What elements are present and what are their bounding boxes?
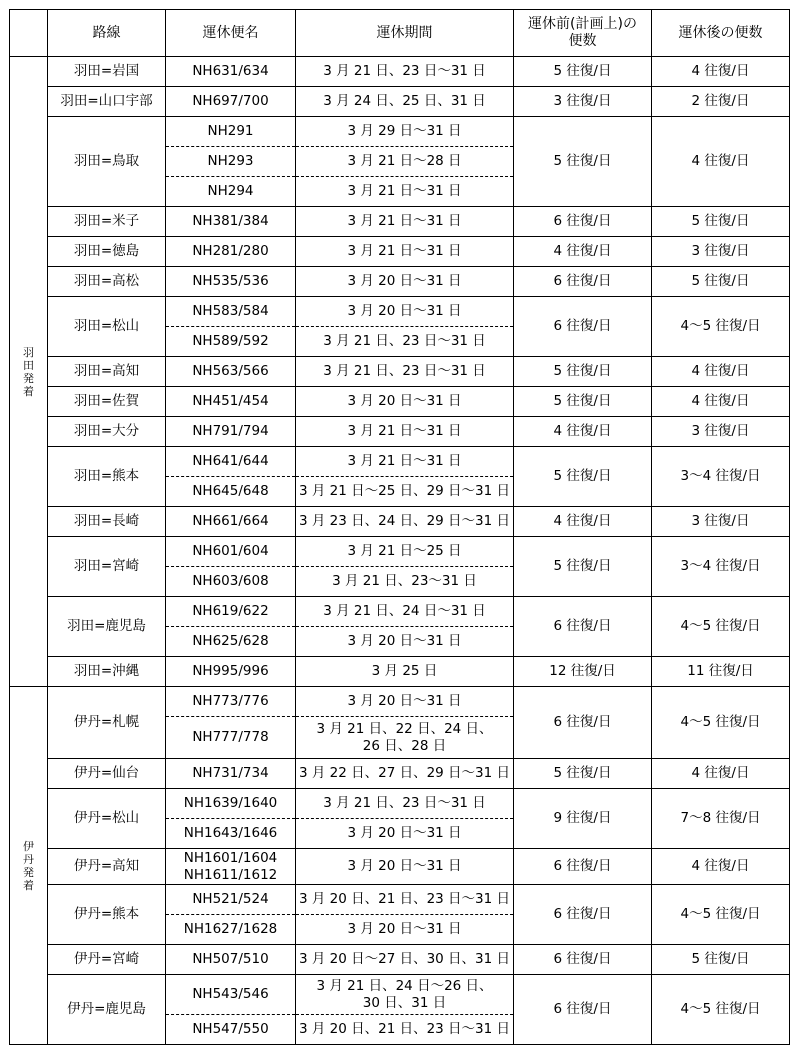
route-cell: 伊丹=鹿児島 [48, 975, 166, 1045]
table-row [10, 849, 790, 885]
period-cell: 3 月 20 日、21 日、23 日〜31 日 [296, 1015, 514, 1045]
after-count-cell: 3 往復/日 [652, 507, 790, 537]
period-cell: 3 月 21 日、23〜31 日 [296, 567, 514, 597]
before-count-cell: 3 往復/日 [514, 87, 652, 117]
period-cell: 3 月 20 日〜31 日 [296, 627, 514, 657]
after-count-cell: 3 往復/日 [652, 417, 790, 447]
route-cell: 伊丹=松山 [48, 789, 166, 849]
route-cell: 羽田=米子 [48, 207, 166, 237]
flight-name-cell: NH521/524 [166, 885, 296, 915]
period-cell: 3 月 20 日〜31 日 [296, 819, 514, 849]
flight-name-cell: NH1627/1628 [166, 915, 296, 945]
table-row [10, 117, 790, 147]
table-row [10, 945, 790, 975]
before-count-cell: 9 往復/日 [514, 789, 652, 849]
after-count-cell: 3〜4 往復/日 [652, 447, 790, 507]
period-cell: 3 月 24 日、25 日、31 日 [296, 87, 514, 117]
suspension-table-container [9, 9, 790, 1045]
before-count-cell: 6 往復/日 [514, 975, 652, 1045]
flight-name-cell: NH563/566 [166, 357, 296, 387]
route-cell: 羽田=佐賀 [48, 387, 166, 417]
flight-name-cell: NH791/794 [166, 417, 296, 447]
flight-name-cell: NH583/584 [166, 297, 296, 327]
period-cell: 3 月 20 日〜31 日 [296, 267, 514, 297]
table-row [10, 447, 790, 477]
table-row [10, 387, 790, 417]
header-group [10, 10, 48, 57]
before-count-cell: 6 往復/日 [514, 849, 652, 885]
header-row [10, 10, 790, 57]
flight-name-cell: NH697/700 [166, 87, 296, 117]
after-count-cell: 11 往復/日 [652, 657, 790, 687]
route-cell: 伊丹=札幌 [48, 687, 166, 759]
group-label-text: 羽田発着 [23, 345, 34, 398]
before-count-cell: 4 往復/日 [514, 507, 652, 537]
flight-name-cell: NH535/536 [166, 267, 296, 297]
before-count-cell: 5 往復/日 [514, 357, 652, 387]
flight-name-cell: NH661/664 [166, 507, 296, 537]
flight-name-cell: NH601/604 [166, 537, 296, 567]
period-cell: 3 月 21 日、23 日〜31 日 [296, 57, 514, 87]
after-count-cell: 4 往復/日 [652, 759, 790, 789]
table-row [10, 687, 790, 717]
header-period: 運休期間 [296, 10, 514, 57]
table-row [10, 57, 790, 87]
period-cell: 3 月 23 日、24 日、29 日〜31 日 [296, 507, 514, 537]
before-count-cell: 6 往復/日 [514, 885, 652, 945]
before-count-cell: 6 往復/日 [514, 945, 652, 975]
route-cell: 伊丹=熊本 [48, 885, 166, 945]
table-row [10, 789, 790, 819]
period-cell: 3 月 20 日、21 日、23 日〜31 日 [296, 885, 514, 915]
period-cell: 3 月 21 日、22 日、24 日、 26 日、28 日 [296, 717, 514, 759]
table-row [10, 87, 790, 117]
flight-name-cell: NH1601/1604 NH1611/1612 [166, 849, 296, 885]
period-cell: 3 月 21 日、24 日〜31 日 [296, 597, 514, 627]
after-count-cell: 5 往復/日 [652, 207, 790, 237]
flight-name-cell: NH619/622 [166, 597, 296, 627]
route-cell: 羽田=鳥取 [48, 117, 166, 207]
before-count-cell: 4 往復/日 [514, 237, 652, 267]
header-flight-name: 運休便名 [166, 10, 296, 57]
flight-suspension-table [9, 9, 790, 1045]
after-count-cell: 5 往復/日 [652, 945, 790, 975]
table-row [10, 759, 790, 789]
after-count-cell: 4〜5 往復/日 [652, 885, 790, 945]
after-count-cell: 7〜8 往復/日 [652, 789, 790, 849]
before-count-cell: 12 往復/日 [514, 657, 652, 687]
route-cell: 羽田=熊本 [48, 447, 166, 507]
before-count-cell: 6 往復/日 [514, 597, 652, 657]
route-cell: 羽田=高松 [48, 267, 166, 297]
after-count-cell: 4 往復/日 [652, 57, 790, 87]
table-row [10, 357, 790, 387]
period-cell: 3 月 22 日、27 日、29 日〜31 日 [296, 759, 514, 789]
after-count-cell: 4〜5 往復/日 [652, 297, 790, 357]
route-cell: 伊丹=高知 [48, 849, 166, 885]
flight-name-cell: NH294 [166, 177, 296, 207]
period-cell: 3 月 21 日〜25 日 [296, 537, 514, 567]
flight-name-cell: NH281/280 [166, 237, 296, 267]
period-cell: 3 月 20 日〜31 日 [296, 687, 514, 717]
period-cell: 3 月 20 日〜31 日 [296, 387, 514, 417]
flight-name-cell: NH451/454 [166, 387, 296, 417]
group-label [10, 687, 48, 1045]
route-cell: 羽田=大分 [48, 417, 166, 447]
after-count-cell: 4 往復/日 [652, 387, 790, 417]
before-count-cell: 6 往復/日 [514, 207, 652, 237]
table-row [10, 267, 790, 297]
after-count-cell: 4 往復/日 [652, 357, 790, 387]
before-count-cell: 5 往復/日 [514, 57, 652, 87]
flight-name-cell: NH631/634 [166, 57, 296, 87]
period-cell: 3 月 20 日〜27 日、30 日、31 日 [296, 945, 514, 975]
before-count-cell: 5 往復/日 [514, 537, 652, 597]
table-row [10, 975, 790, 1015]
period-cell: 3 月 21 日〜31 日 [296, 447, 514, 477]
period-cell: 3 月 25 日 [296, 657, 514, 687]
route-cell: 羽田=鹿児島 [48, 597, 166, 657]
flight-name-cell: NH625/628 [166, 627, 296, 657]
period-cell: 3 月 21 日、24 日〜26 日、 30 日、31 日 [296, 975, 514, 1015]
after-count-cell: 4 往復/日 [652, 117, 790, 207]
table-row [10, 537, 790, 567]
route-cell: 羽田=松山 [48, 297, 166, 357]
group-label-text: 伊丹発着 [23, 839, 34, 892]
period-cell: 3 月 29 日〜31 日 [296, 117, 514, 147]
period-cell: 3 月 20 日〜31 日 [296, 915, 514, 945]
after-count-cell: 4 往復/日 [652, 849, 790, 885]
before-count-cell: 6 往復/日 [514, 297, 652, 357]
period-cell: 3 月 21 日〜31 日 [296, 417, 514, 447]
flight-name-cell: NH1639/1640 [166, 789, 296, 819]
table-row [10, 657, 790, 687]
before-count-cell: 5 往復/日 [514, 117, 652, 207]
group-label [10, 57, 48, 687]
before-count-cell: 5 往復/日 [514, 447, 652, 507]
flight-name-cell: NH507/510 [166, 945, 296, 975]
after-count-cell: 5 往復/日 [652, 267, 790, 297]
before-count-cell: 5 往復/日 [514, 759, 652, 789]
route-cell: 羽田=沖縄 [48, 657, 166, 687]
table-row [10, 417, 790, 447]
period-cell: 3 月 21 日、23 日〜31 日 [296, 357, 514, 387]
table-row [10, 597, 790, 627]
before-count-cell: 5 往復/日 [514, 387, 652, 417]
period-cell: 3 月 21 日〜25 日、29 日〜31 日 [296, 477, 514, 507]
flight-name-cell: NH645/648 [166, 477, 296, 507]
flight-name-cell: NH381/384 [166, 207, 296, 237]
after-count-cell: 4〜5 往復/日 [652, 687, 790, 759]
flight-name-cell: NH773/776 [166, 687, 296, 717]
period-cell: 3 月 21 日〜31 日 [296, 237, 514, 267]
flight-name-cell: NH731/734 [166, 759, 296, 789]
route-cell: 羽田=岩国 [48, 57, 166, 87]
period-cell: 3 月 21 日、23 日〜31 日 [296, 327, 514, 357]
flight-name-cell: NH291 [166, 117, 296, 147]
route-cell: 伊丹=宮崎 [48, 945, 166, 975]
flight-name-cell: NH543/546 [166, 975, 296, 1015]
after-count-cell: 2 往復/日 [652, 87, 790, 117]
period-cell: 3 月 21 日〜28 日 [296, 147, 514, 177]
after-count-cell: 4〜5 往復/日 [652, 597, 790, 657]
table-row [10, 297, 790, 327]
flight-name-cell: NH641/644 [166, 447, 296, 477]
flight-name-cell: NH293 [166, 147, 296, 177]
period-cell: 3 月 21 日〜31 日 [296, 177, 514, 207]
before-count-cell: 6 往復/日 [514, 267, 652, 297]
header-after-count: 運休後の便数 [652, 10, 790, 57]
after-count-cell: 3 往復/日 [652, 237, 790, 267]
table-row [10, 507, 790, 537]
after-count-cell: 3〜4 往復/日 [652, 537, 790, 597]
after-count-cell: 4〜5 往復/日 [652, 975, 790, 1045]
route-cell: 羽田=高知 [48, 357, 166, 387]
period-cell: 3 月 21 日、23 日〜31 日 [296, 789, 514, 819]
header-before-count: 運休前(計画上)の 便数 [514, 10, 652, 57]
period-cell: 3 月 21 日〜31 日 [296, 207, 514, 237]
period-cell: 3 月 20 日〜31 日 [296, 297, 514, 327]
route-cell: 羽田=山口宇部 [48, 87, 166, 117]
route-cell: 羽田=宮崎 [48, 537, 166, 597]
flight-name-cell: NH1643/1646 [166, 819, 296, 849]
before-count-cell: 6 往復/日 [514, 687, 652, 759]
route-cell: 伊丹=仙台 [48, 759, 166, 789]
route-cell: 羽田=長崎 [48, 507, 166, 537]
flight-name-cell: NH589/592 [166, 327, 296, 357]
header-route: 路線 [48, 10, 166, 57]
flight-name-cell: NH547/550 [166, 1015, 296, 1045]
before-count-cell: 4 往復/日 [514, 417, 652, 447]
table-row [10, 207, 790, 237]
flight-name-cell: NH603/608 [166, 567, 296, 597]
table-row [10, 237, 790, 267]
table-row [10, 885, 790, 915]
route-cell: 羽田=徳島 [48, 237, 166, 267]
flight-name-cell: NH777/778 [166, 717, 296, 759]
flight-name-cell: NH995/996 [166, 657, 296, 687]
period-cell: 3 月 20 日〜31 日 [296, 849, 514, 885]
